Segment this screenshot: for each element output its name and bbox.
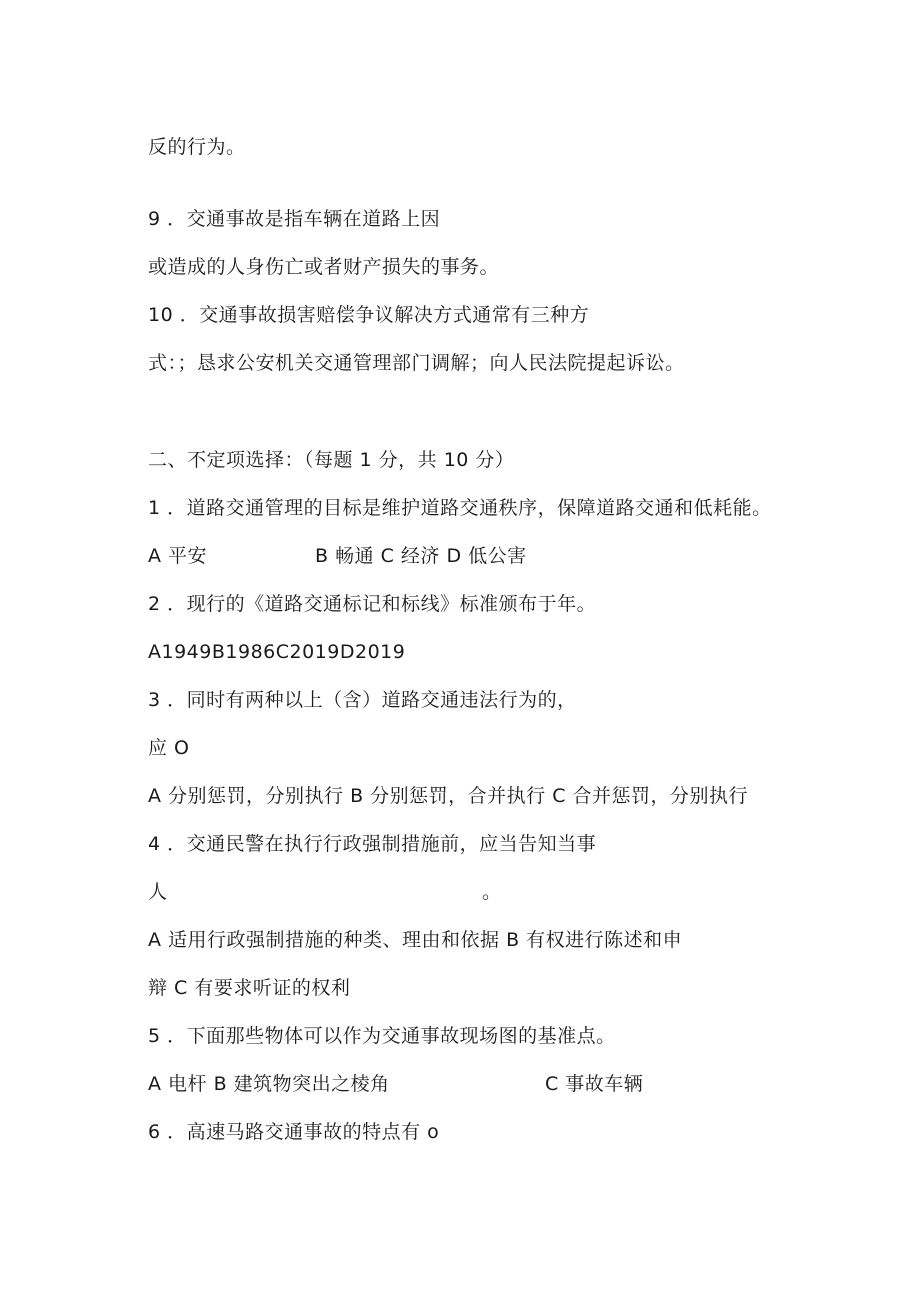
question-6: 6 ．高速马路交通事故的特点有 o (148, 1121, 440, 1143)
options-ab: A 电杆 B 建筑物突出之棱角 (148, 1073, 390, 1095)
question-4-options: A 适用行政强制措施的种类、理由和依据 B 有权进行陈述和申 (148, 929, 683, 951)
text-line: 或造成的人身伤亡或者财产损失的事务。 (148, 256, 500, 278)
text-line: 反的行为。 (148, 136, 246, 158)
text-line: 式：；恳求公安机关交通管理部门调解；向人民法院提起诉讼。 (148, 352, 685, 374)
question-1-options (148, 543, 848, 569)
question-3-options: A 分别惩罚，分别执行 B 分别惩罚，合并执行 C 合并惩罚，分别执行 (148, 785, 748, 807)
blank-start: 人 (148, 881, 168, 903)
option-a: A 平安 (148, 545, 208, 567)
question-3: 3 ．同时有两种以上（含）道路交通违法行为的， (148, 689, 577, 711)
text-line: 应 O (148, 737, 190, 759)
question-2-options: A1949B1986C2019D2019 (148, 641, 406, 663)
question-5: 5 ．下面那些物体可以作为交通事故现场图的基准点。 (148, 1025, 616, 1047)
section-heading: 二、不定项选择：（每题 1 分，共 10 分） (148, 449, 515, 471)
question-2: 2 ．现行的《道路交通标记和标线》标准颁布于年。 (148, 593, 597, 615)
question-4-blank-line (148, 879, 848, 905)
blank-end: 。 (482, 881, 502, 903)
text-line: 辩 C 有要求听证的权利 (148, 977, 351, 999)
question-4: 4 ．交通民警在执行行政强制措施前，应当告知当事 (148, 833, 597, 855)
option-c: C 事故车辆 (545, 1073, 644, 1095)
question-1: 1 ．道路交通管理的目标是维护道路交通秩序，保障道路交通和低耗能。 (148, 497, 772, 519)
question-10: 10 ．交通事故损害赔偿争议解决方式通常有三种方 (148, 304, 590, 326)
options-bcd: B 畅通 C 经济 D 低公害 (315, 545, 527, 567)
question-9: 9 ．交通事故是指车辆在道路上因 (148, 208, 441, 230)
question-5-options (148, 1071, 848, 1097)
